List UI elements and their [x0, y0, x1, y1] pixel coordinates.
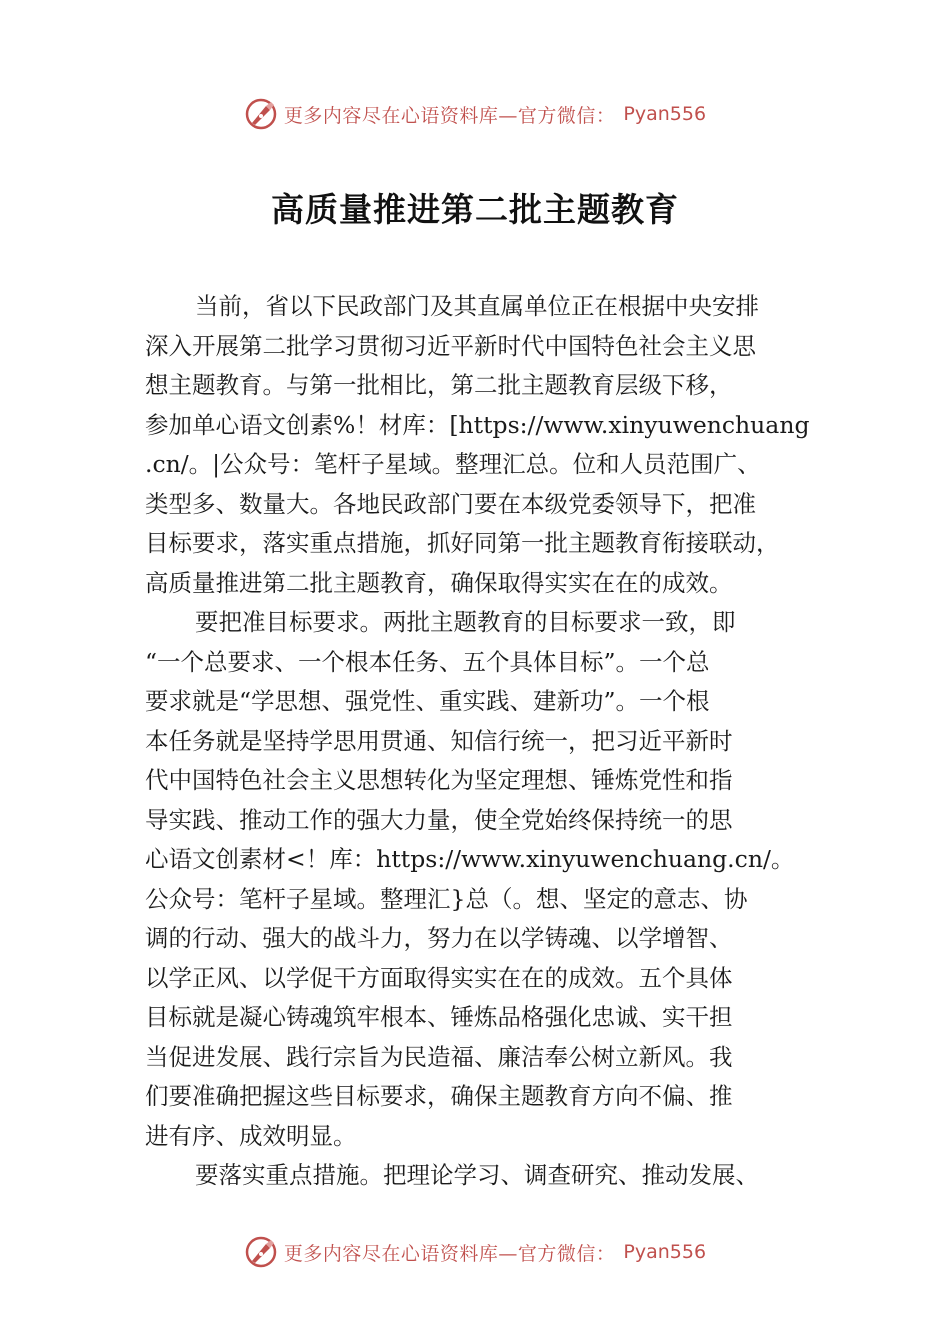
text-line: 要求就是“学思想、强党性、重实践、建新功”。一个根 — [145, 687, 710, 715]
text-line: 导实践、推动工作的强大力量，使全党始终保持统一的思 — [145, 805, 733, 834]
text-line: 心语文创素材<！库：https://www.xinyuwenchuang.cn/。 — [145, 845, 795, 873]
text-line: 要落实重点措施。把理论学习、调查研究、推动发展、 — [195, 1161, 759, 1189]
header-watermark-banner — [0, 94, 950, 134]
document-title: 高质量推进第二批主题教育 — [271, 190, 679, 229]
text-line: 以学正风、以学促干方面取得实实在在的成效。五个具体 — [145, 963, 733, 992]
text-line: 调的行动、强大的战斗力，努力在以学铸魂、以学增智、 — [145, 924, 733, 952]
banner-wechat-id: Pyan556 — [623, 1241, 707, 1263]
text-line: 目标要求，落实重点措施，抓好同第一批主题教育衔接联动， — [145, 529, 780, 557]
text-line: 进有序、成效明显。 — [145, 1121, 357, 1150]
text-line: 高质量推进第二批主题教育，确保取得实实在在的成效。 — [145, 568, 733, 597]
banner-text: 更多内容尽在心语资料库—官方微信： — [283, 1242, 616, 1265]
text-line: 要把准目标要求。两批主题教育的目标要求一致，即 — [195, 608, 736, 636]
text-line: 当前，省以下民政部门及其直属单位正在根据中央安排 — [195, 292, 759, 320]
footer-watermark-banner — [0, 1232, 950, 1272]
text-line: 们要准确把握这些目标要求，确保主题教育方向不偏、推 — [145, 1082, 733, 1110]
pen-nib-logo-icon — [244, 1235, 278, 1269]
text-line: 目标就是凝心铸魂筑牢根本、锤炼品格强化忠诚、实干担 — [145, 1003, 733, 1031]
text-line: 深入开展第二批学习贯彻习近平新时代中国特色社会主义思 — [145, 331, 756, 360]
pen-nib-logo-icon — [244, 97, 278, 131]
text-line: 代中国特色社会主义思想转化为坚定理想、锤炼党性和指 — [145, 766, 733, 794]
text-line: .cn/。|公众号：笔杆子星域。整理汇总。位和人员范围广、 — [145, 450, 761, 478]
text-line: 类型多、数量大。各地民政部门要在本级党委领导下，把准 — [145, 489, 756, 518]
document-body — [145, 287, 810, 1196]
text-line: “一个总要求、一个根本任务、五个具体目标”。一个总 — [145, 647, 710, 676]
text-line: 当促进发展、践行宗旨为民造福、廉洁奉公树立新风。我 — [145, 1042, 733, 1071]
banner-text: 更多内容尽在心语资料库—官方微信： — [283, 104, 616, 127]
text-line: 参加单心语文创素%！材库：[https://www.xinyuwenchuang — [145, 410, 810, 439]
banner-wechat-id: Pyan556 — [623, 103, 707, 125]
text-line: 想主题教育。与第一批相比，第二批主题教育层级下移， — [145, 371, 733, 399]
text-line: 本任务就是坚持学思用贯通、知信行统一，把习近平新时 — [145, 726, 733, 755]
text-line: 公众号：笔杆子星域。整理汇}总（。想、坚定的意志、协 — [145, 884, 748, 913]
